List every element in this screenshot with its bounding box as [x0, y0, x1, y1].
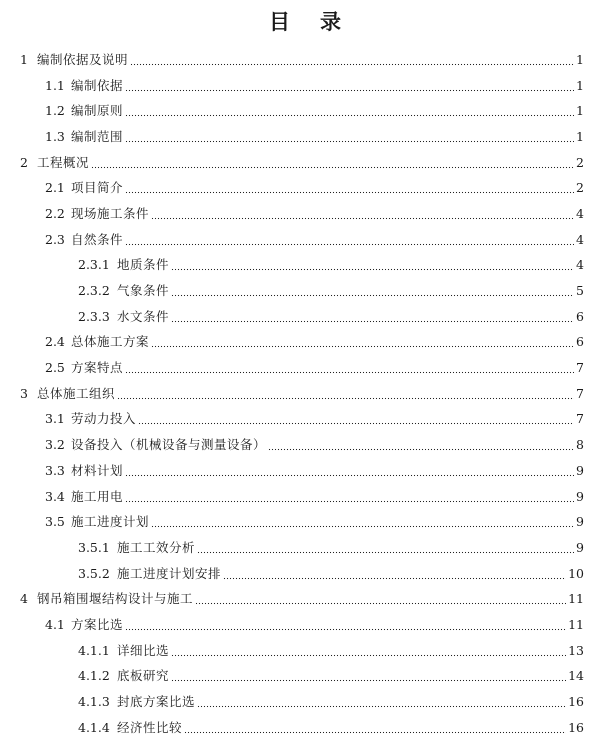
dot-leader — [223, 568, 566, 580]
title-char-2: 录 — [320, 10, 341, 34]
toc-entry-number: 2.4 — [45, 334, 65, 350]
toc-entry-title: 劳动力投入 — [71, 411, 137, 427]
toc-entry-title: 材料计划 — [71, 462, 124, 478]
toc-entry-number: 1.1 — [45, 77, 65, 93]
toc-entry[interactable] — [0, 175, 610, 201]
toc-entry-page: 10 — [568, 565, 584, 581]
toc-entry-title: 现场施工条件 — [71, 205, 150, 221]
toc-entry-title: 总体施工组织 — [37, 385, 116, 401]
dot-leader — [125, 234, 574, 246]
toc-entry[interactable] — [0, 278, 610, 304]
toc-entry-number: 2.2 — [45, 205, 65, 221]
toc-entry[interactable] — [0, 561, 610, 587]
toc-entry-title: 编制依据 — [71, 77, 124, 93]
toc-entry-title: 钢吊箱围堰结构设计与施工 — [37, 591, 194, 607]
toc-entry[interactable] — [0, 355, 610, 381]
dot-leader — [151, 208, 574, 220]
toc-entry-page: 9 — [576, 514, 584, 530]
toc-entry-title: 项目简介 — [71, 180, 124, 196]
toc-entry-page: 13 — [568, 642, 584, 658]
toc-entry-number: 1.3 — [45, 128, 65, 144]
toc-entry-title: 底板研究 — [117, 668, 170, 684]
toc-entry-page: 4 — [576, 257, 584, 273]
toc-entry-title: 编制依据及说明 — [37, 51, 129, 67]
dot-leader — [171, 645, 566, 657]
toc-entry[interactable] — [0, 535, 610, 561]
title-char-1: 目 — [269, 10, 290, 34]
dot-leader — [125, 131, 574, 143]
toc-entry-title: 气象条件 — [117, 283, 170, 299]
toc-entry[interactable] — [0, 638, 610, 664]
toc-entry[interactable] — [0, 586, 610, 612]
dot-leader — [171, 311, 574, 323]
dot-leader — [125, 80, 574, 92]
toc-entry-number: 3 — [20, 385, 28, 401]
toc-entry[interactable] — [0, 124, 610, 150]
toc-entry-title: 方案比选 — [71, 616, 124, 632]
toc-entry-title: 施工工效分析 — [117, 539, 196, 555]
table-of-contents — [0, 47, 610, 741]
toc-entry-page: 1 — [576, 77, 584, 93]
toc-entry-page: 16 — [568, 694, 584, 710]
dot-leader — [195, 593, 566, 605]
toc-entry[interactable] — [0, 432, 610, 458]
dot-leader — [184, 722, 566, 734]
toc-entry[interactable] — [0, 330, 610, 356]
toc-entry-number: 1.2 — [45, 103, 65, 119]
toc-entry[interactable] — [0, 612, 610, 638]
toc-entry-page: 5 — [576, 283, 584, 299]
toc-entry-number: 2.3.1 — [78, 257, 110, 273]
toc-entry-page: 7 — [576, 360, 584, 376]
dot-leader — [197, 542, 574, 554]
toc-entry-number: 3.3 — [45, 462, 65, 478]
toc-entry-page: 6 — [576, 334, 584, 350]
toc-entry-title: 封底方案比选 — [117, 694, 196, 710]
toc-entry-number: 2 — [20, 154, 28, 170]
dot-leader — [125, 491, 574, 503]
toc-entry[interactable] — [0, 150, 610, 176]
toc-entry-number: 3.4 — [45, 488, 65, 504]
toc-entry-number: 4 — [20, 591, 28, 607]
toc-entry-title: 编制范围 — [71, 128, 124, 144]
dot-leader — [125, 182, 574, 194]
toc-entry[interactable] — [0, 664, 610, 690]
toc-entry[interactable] — [0, 407, 610, 433]
toc-entry-page: 1 — [576, 128, 584, 144]
toc-entry-page: 9 — [576, 462, 584, 478]
toc-entry-title: 施工进度计划安排 — [117, 565, 222, 581]
toc-entry-title: 施工用电 — [71, 488, 124, 504]
toc-entry[interactable] — [0, 304, 610, 330]
dot-leader — [125, 362, 574, 374]
toc-entry-number: 1 — [20, 51, 28, 67]
toc-entry-number: 3.2 — [45, 437, 65, 453]
toc-entry-page: 11 — [568, 616, 584, 632]
dot-leader — [197, 696, 566, 708]
dot-leader — [125, 105, 574, 117]
dot-leader — [151, 516, 574, 528]
toc-entry-number: 4.1.2 — [78, 668, 110, 684]
toc-entry-number: 4.1.4 — [78, 719, 110, 735]
toc-entry[interactable] — [0, 98, 610, 124]
toc-entry-title: 方案特点 — [71, 360, 124, 376]
toc-entry-page: 2 — [576, 180, 584, 196]
toc-entry[interactable] — [0, 715, 610, 741]
toc-entry-page: 9 — [576, 488, 584, 504]
toc-entry-title: 经济性比较 — [117, 719, 183, 735]
toc-entry[interactable] — [0, 689, 610, 715]
toc-entry[interactable] — [0, 253, 610, 279]
dot-leader — [171, 285, 574, 297]
toc-entry[interactable] — [0, 47, 610, 73]
toc-entry-number: 4.1 — [45, 616, 65, 632]
toc-entry-page: 2 — [576, 154, 584, 170]
toc-entry-page: 1 — [576, 103, 584, 119]
toc-entry-title: 总体施工方案 — [71, 334, 150, 350]
dot-leader — [125, 465, 574, 477]
toc-entry-title: 自然条件 — [71, 231, 124, 247]
dot-leader — [151, 336, 574, 348]
toc-entry-number: 2.5 — [45, 360, 65, 376]
toc-entry[interactable] — [0, 458, 610, 484]
toc-entry-number: 2.1 — [45, 180, 65, 196]
toc-entry[interactable] — [0, 484, 610, 510]
dot-leader — [138, 413, 574, 425]
toc-entry-title: 施工进度计划 — [71, 514, 150, 530]
toc-entry-page: 4 — [576, 231, 584, 247]
dot-leader — [171, 259, 574, 271]
toc-entry[interactable] — [0, 509, 610, 535]
toc-entry-number: 4.1.1 — [78, 642, 110, 658]
toc-entry-number: 3.5.1 — [78, 539, 110, 555]
toc-entry-number: 2.3 — [45, 231, 65, 247]
toc-entry-title: 水文条件 — [117, 308, 170, 324]
toc-entry-page: 16 — [568, 719, 584, 735]
toc-entry-page: 14 — [568, 668, 584, 684]
toc-entry-page: 9 — [576, 539, 584, 555]
toc-entry-page: 1 — [576, 51, 584, 67]
dot-leader — [171, 670, 566, 682]
toc-entry-title: 设备投入（机械设备与测量设备） — [71, 437, 267, 453]
toc-entry-page: 4 — [576, 205, 584, 221]
toc-entry-page: 8 — [576, 437, 584, 453]
page-title — [0, 8, 610, 36]
toc-entry-page: 7 — [576, 385, 584, 401]
toc-entry-number: 3.1 — [45, 411, 65, 427]
toc-entry-page: 7 — [576, 411, 584, 427]
toc-entry-number: 2.3.2 — [78, 283, 110, 299]
toc-entry[interactable] — [0, 73, 610, 99]
toc-entry[interactable] — [0, 201, 610, 227]
toc-entry-title: 地质条件 — [117, 257, 170, 273]
toc-entry-title: 工程概况 — [37, 154, 90, 170]
toc-entry-number: 3.5 — [45, 514, 65, 530]
toc-entry-number: 4.1.3 — [78, 694, 110, 710]
toc-entry-title: 编制原则 — [71, 103, 124, 119]
toc-entry-title: 详细比选 — [117, 642, 170, 658]
toc-entry[interactable] — [0, 227, 610, 253]
toc-entry-page: 6 — [576, 308, 584, 324]
toc-entry-page: 11 — [568, 591, 584, 607]
dot-leader — [130, 54, 574, 66]
dot-leader — [117, 388, 574, 400]
dot-leader — [268, 439, 574, 451]
toc-entry-number: 2.3.3 — [78, 308, 110, 324]
toc-entry-number: 3.5.2 — [78, 565, 110, 581]
dot-leader — [125, 619, 566, 631]
toc-entry[interactable] — [0, 381, 610, 407]
dot-leader — [91, 157, 574, 169]
